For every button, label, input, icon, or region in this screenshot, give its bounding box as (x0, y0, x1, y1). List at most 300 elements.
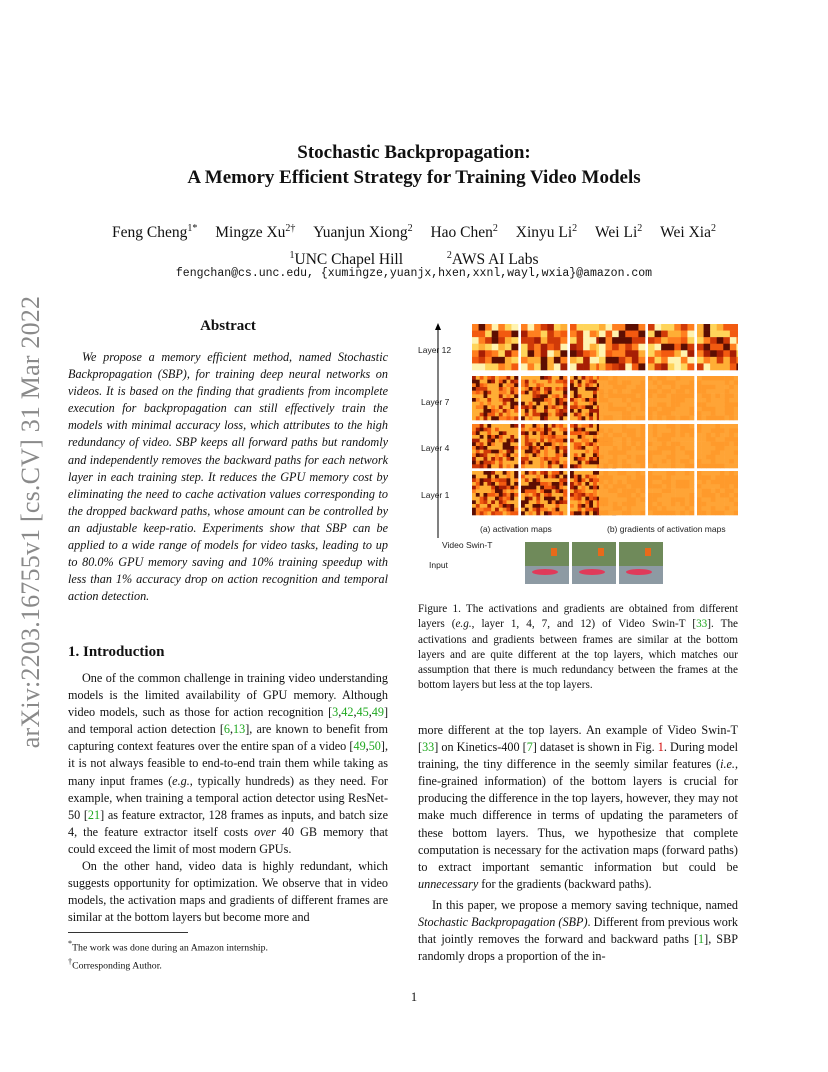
heatmap-cell (685, 380, 690, 385)
heatmap-cell (582, 446, 586, 450)
heatmap-cell (662, 459, 667, 464)
heatmap-cell (556, 383, 560, 387)
heatmap-cell (548, 383, 552, 387)
heatmap-cell (514, 464, 518, 468)
heatmap-cell (666, 497, 671, 502)
heatmap-cell (589, 442, 593, 446)
heatmap-cell (536, 398, 540, 402)
citation-link[interactable]: 49 (371, 705, 384, 720)
heatmap-cell (613, 402, 618, 407)
citation-link[interactable]: 7 (526, 740, 533, 755)
heatmap-cell (533, 383, 537, 387)
heatmap-cell (617, 411, 622, 416)
heatmap-cell (662, 437, 667, 442)
heatmap-cell (563, 416, 567, 420)
heatmap-cell (552, 471, 556, 475)
heatmap-cell (720, 489, 725, 494)
heatmap-cell (480, 439, 484, 443)
heatmap-cell (484, 489, 488, 493)
heatmap-cell (495, 497, 499, 501)
heatmap-cell (487, 497, 491, 501)
heatmap-cell (548, 471, 552, 475)
heatmap-cell (514, 450, 518, 454)
heatmap-cell (570, 435, 574, 439)
heatmap-cell (702, 428, 707, 433)
heatmap-cell (547, 363, 554, 370)
heatmap-cell (487, 453, 491, 457)
heatmap-cell (599, 437, 604, 442)
heatmap-cell (680, 464, 685, 469)
heatmap-cell (720, 446, 725, 451)
heatmap-cell (503, 405, 507, 409)
heatmap-cell (685, 433, 690, 438)
heatmap-cell (510, 482, 514, 486)
author-list (0, 217, 828, 244)
heatmap-cell (685, 511, 690, 516)
heatmap-cell (608, 402, 613, 407)
heatmap-cell (533, 478, 537, 482)
heatmap-cell (559, 424, 563, 428)
heatmap-cell (574, 489, 578, 493)
heatmap-cell (544, 457, 548, 461)
heatmap-cell (604, 455, 609, 460)
heatmap-cell (662, 402, 667, 407)
heatmap-cell (503, 450, 507, 454)
heatmap-cell (676, 489, 681, 494)
heatmap-cell (582, 442, 586, 446)
heatmap-cell (536, 508, 540, 512)
heatmap-cell (570, 391, 574, 395)
heatmap-cell (729, 471, 734, 476)
layer-label: Layer 7 (421, 397, 450, 407)
heatmap-cell (729, 475, 734, 480)
heatmap-cell (499, 457, 503, 461)
heatmap-cell (617, 437, 622, 442)
heatmap-cell (491, 464, 495, 468)
heatmap-cell (648, 446, 653, 451)
heatmap-cell (706, 455, 711, 460)
heatmap-cell (544, 504, 548, 508)
heatmap-cell (653, 464, 658, 469)
heatmap-cell (636, 416, 641, 421)
heatmap-cell (685, 424, 690, 429)
heatmap-cell (681, 337, 688, 344)
citation-link[interactable]: 49 (353, 739, 366, 754)
heatmap-cell (570, 489, 574, 493)
heatmap-cell (613, 385, 618, 390)
heatmap-cell (503, 508, 507, 512)
heatmap-cell (583, 363, 590, 370)
heatmap-cell (559, 405, 563, 409)
heatmap-cell (631, 433, 636, 438)
heatmap-cell (479, 337, 486, 344)
heatmap-cell (687, 324, 694, 331)
heatmap-cell (706, 394, 711, 399)
heatmap-cell (720, 433, 725, 438)
heatmap-cell (706, 385, 711, 390)
heatmap-cell (540, 493, 544, 497)
heatmap-cell (685, 450, 690, 455)
heatmap-cell (563, 475, 567, 479)
heatmap-cell (593, 394, 597, 398)
heatmap-cell (507, 405, 511, 409)
heatmap-cell (706, 437, 711, 442)
heatmap-cell (671, 502, 676, 507)
heatmap-cell (536, 497, 540, 501)
heatmap-cell (711, 376, 716, 381)
heatmap-cell (617, 493, 622, 498)
heatmap-cell (585, 482, 589, 486)
heatmap-cell (472, 497, 476, 501)
heatmap-cell (533, 471, 537, 475)
heatmap-cell (725, 489, 730, 494)
heatmap-cell (574, 471, 578, 475)
heatmap-cell (697, 450, 702, 455)
heatmap-cell (536, 489, 540, 493)
heatmap-cell (585, 376, 589, 380)
heatmap-cell (702, 497, 707, 502)
heatmap-cell (585, 461, 589, 465)
heatmap-cell (540, 398, 544, 402)
heatmap-cell (480, 508, 484, 512)
author: Xinyu Li$^2$ (515, 223, 578, 242)
heatmap-cell (636, 437, 641, 442)
heatmap-cell (548, 442, 552, 446)
heatmap-cell (631, 380, 636, 385)
heatmap-cell (552, 486, 556, 490)
heatmap-cell (720, 380, 725, 385)
heatmap-cell (510, 511, 514, 515)
heatmap-cell (472, 394, 476, 398)
heatmap-cell (582, 383, 586, 387)
heatmap-cell (533, 464, 537, 468)
heatmap-cell (484, 387, 488, 391)
heatmap-cell (570, 442, 574, 446)
heatmap-cell (577, 344, 584, 351)
heatmap-cell (487, 482, 491, 486)
heatmap-cell (648, 394, 653, 399)
heatmap-cell (582, 453, 586, 457)
heatmap-cell (608, 450, 613, 455)
heatmap-cell (680, 475, 685, 480)
heatmap-cell (574, 497, 578, 501)
heatmap-cell (653, 416, 658, 421)
heatmap-cell (510, 413, 514, 417)
heatmap-cell (534, 357, 541, 364)
heatmap-cell (529, 453, 533, 457)
heatmap-cell (697, 324, 704, 331)
heatmap-cell (559, 380, 563, 384)
heatmap-cell (655, 363, 662, 370)
heatmap-cell (697, 446, 702, 451)
heatmap-cell (685, 480, 690, 485)
heatmap-cell (657, 455, 662, 460)
heatmap-cell (479, 357, 486, 364)
heatmap-cell (563, 450, 567, 454)
heatmap-cell (499, 508, 503, 512)
heatmap-cell (631, 394, 636, 399)
heatmap-cell (622, 416, 627, 421)
heatmap-cell (617, 428, 622, 433)
heatmap-cell (589, 453, 593, 457)
heatmap-cell (534, 363, 541, 370)
heatmap-cell (606, 331, 613, 338)
heatmap-cell (498, 344, 505, 351)
heatmap-cell (666, 502, 671, 507)
author: Hao Chen$^2$ (430, 223, 498, 242)
heatmap-cell (491, 398, 495, 402)
heatmap-cell (499, 446, 503, 450)
heatmap-cell (476, 486, 480, 490)
heatmap-cell (574, 383, 578, 387)
heatmap-cell (536, 446, 540, 450)
heatmap-cell (480, 461, 484, 465)
heatmap-cell (472, 439, 476, 443)
citation-link[interactable]: 45 (356, 705, 369, 720)
heatmap-cell (702, 424, 707, 429)
heatmap-cell (507, 391, 511, 395)
heatmap-cell (697, 337, 704, 344)
heatmap-cell (590, 331, 597, 338)
heatmap-cell (491, 511, 495, 515)
heatmap-cell (593, 428, 597, 432)
heatmap-cell (617, 489, 622, 494)
heatmap-cell (525, 475, 529, 479)
heatmap-cell (622, 450, 627, 455)
heatmap-cell (556, 428, 560, 432)
heatmap-cell (510, 380, 514, 384)
heatmap-cell (666, 424, 671, 429)
figure-reference-link[interactable]: 1 (657, 740, 664, 755)
heatmap-cell (606, 357, 613, 364)
heatmap-cell (503, 424, 507, 428)
heatmap-cell (729, 433, 734, 438)
affiliation: $^1$UNC Chapel Hill (289, 250, 404, 269)
heatmap-cell (556, 504, 560, 508)
heatmap-cell (476, 428, 480, 432)
heatmap-cell (585, 428, 589, 432)
heatmap-cell (503, 504, 507, 508)
heatmap-cell (533, 461, 537, 465)
heatmap-cell (547, 337, 554, 344)
heatmap-cell (540, 409, 544, 413)
heatmap-cell (676, 385, 681, 390)
heatmap-cell (525, 446, 529, 450)
heatmap-cell (574, 398, 578, 402)
heatmap-cell (657, 380, 662, 385)
heatmap-cell (612, 331, 619, 338)
citation-link[interactable]: 13 (233, 722, 246, 737)
heatmap-cell (484, 383, 488, 387)
heatmap-cell (499, 450, 503, 454)
heatmap-cell (608, 389, 613, 394)
heatmap-cell (582, 504, 586, 508)
heatmap-cell (559, 482, 563, 486)
heatmap-cell (697, 331, 704, 338)
heatmap-cell (585, 391, 589, 395)
heatmap-cell (574, 439, 578, 443)
heatmap-cell (487, 500, 491, 504)
heatmap-cell (653, 502, 658, 507)
heatmap-cell (552, 446, 556, 450)
heatmap-cell (604, 459, 609, 464)
heatmap-cell (574, 442, 578, 446)
citation-link[interactable]: 21 (87, 807, 101, 822)
heatmap-cell (476, 394, 480, 398)
heatmap-cell (585, 383, 589, 387)
heatmap-cell (544, 394, 548, 398)
heatmap-cell (657, 407, 662, 412)
heatmap-cell (671, 424, 676, 429)
heatmap-cell (521, 461, 525, 465)
heatmap-cell (613, 450, 618, 455)
citation-link[interactable]: 6 (223, 722, 230, 737)
heatmap-cell (671, 471, 676, 476)
citation-link[interactable]: 50 (368, 739, 381, 754)
heatmap-cell (608, 455, 613, 460)
heatmap-cell (725, 480, 730, 485)
heatmap-cell (593, 475, 597, 479)
heatmap-cell (725, 450, 730, 455)
citation-link[interactable]: 3 (332, 705, 339, 720)
heatmap-cell (671, 450, 676, 455)
heatmap-cell (622, 402, 627, 407)
heatmap-cell (631, 389, 636, 394)
heatmap-cell (499, 405, 503, 409)
heatmap-cell (736, 363, 738, 370)
heatmap-cell (725, 433, 730, 438)
heatmap-cell (585, 416, 589, 420)
heatmap-cell (653, 471, 658, 476)
heatmap-cell (662, 493, 667, 498)
heatmap-cell (503, 461, 507, 465)
heatmap-cell (720, 480, 725, 485)
heatmap-cell (533, 486, 537, 490)
heatmap-cell (525, 424, 529, 428)
heatmap-cell (505, 344, 512, 351)
heatmap-cell (480, 446, 484, 450)
heatmap-cell (689, 502, 694, 507)
heatmap-cell (521, 337, 528, 344)
heatmap-cell (648, 450, 653, 455)
heatmap-cell (499, 500, 503, 504)
heatmap-cell (671, 480, 676, 485)
heatmap-cell (548, 380, 552, 384)
heatmap-cell (548, 511, 552, 515)
heatmap-cell (734, 376, 738, 381)
heatmap-cell (578, 471, 582, 475)
heatmap-cell (578, 482, 582, 486)
heatmap-cell (510, 504, 514, 508)
author-emails: fengchan@cs.unc.edu, {xumingze,yuanjx,hxen,xxnl,wayl,wxia}@amazon.com (175, 267, 653, 280)
heatmap-cell (529, 511, 533, 515)
heatmap-cell (578, 394, 582, 398)
heatmap-cell (631, 446, 636, 451)
heatmap-cell (578, 464, 582, 468)
heatmap-cell (648, 506, 653, 511)
heatmap-cell (638, 324, 645, 331)
heatmap-cell (715, 475, 720, 480)
heatmap-cell (556, 511, 560, 515)
heatmap-cell (711, 502, 716, 507)
heatmap-cell (666, 489, 671, 494)
heatmap-cell (540, 478, 544, 482)
layer-label: Layer 1 (421, 490, 450, 500)
heatmap-cell (487, 398, 491, 402)
heatmap-cell (574, 464, 578, 468)
citation-link[interactable]: 42 (341, 705, 354, 720)
heatmap-cell (507, 435, 511, 439)
heatmap-cell (648, 344, 655, 351)
heatmap-cell (640, 511, 645, 516)
heatmap-cell (671, 489, 676, 494)
heatmap-cell (590, 357, 597, 364)
heatmap-cell (730, 350, 737, 357)
heatmap-cell (706, 398, 711, 403)
heatmap-cell (507, 416, 511, 420)
heatmap-cell (529, 376, 533, 380)
input-frame-water (572, 566, 616, 584)
heatmap-cell (582, 409, 586, 413)
heatmap-cell (636, 424, 641, 429)
heatmap-cell (590, 337, 597, 344)
heatmap-cell (540, 416, 544, 420)
heatmap-cell (608, 511, 613, 516)
heatmap-cell (574, 380, 578, 384)
heatmap-cell (577, 331, 584, 338)
heatmap-cell (503, 413, 507, 417)
heatmap-cell (480, 428, 484, 432)
heatmap-cell (702, 376, 707, 381)
heatmap-cell (604, 394, 609, 399)
heatmap-cell (662, 446, 667, 451)
heatmap-cell (525, 461, 529, 465)
heatmap-cell (499, 504, 503, 508)
heatmap-cell (507, 489, 511, 493)
heatmap-cell (627, 480, 632, 485)
heatmap-cell (627, 389, 632, 394)
heatmap-cell (503, 453, 507, 457)
heatmap-cell (536, 511, 540, 515)
author: Feng Cheng$^{1*}$ (112, 223, 198, 242)
heatmap-cell (608, 437, 613, 442)
heatmap-cell (570, 416, 574, 420)
heatmap-cell (729, 437, 734, 442)
heatmap-cell (536, 383, 540, 387)
heatmap-cell (729, 502, 734, 507)
citation-link[interactable]: 1 (698, 932, 705, 947)
heatmap-cell (706, 433, 711, 438)
heatmap-cell (476, 457, 480, 461)
citation-link[interactable]: 33 (696, 618, 708, 631)
heatmap-cell (491, 475, 495, 479)
heatmap-cell (510, 431, 514, 435)
heatmap-cell (495, 394, 499, 398)
heatmap-cell (657, 433, 662, 438)
heatmap-cell (631, 502, 636, 507)
heatmap-cell (528, 350, 535, 357)
heatmap-cell (710, 344, 717, 351)
heatmap-cell (540, 450, 544, 454)
heatmap-cell (631, 459, 636, 464)
citation-link[interactable]: 33 (422, 740, 435, 755)
heatmap-cell (507, 387, 511, 391)
heatmap-cell (547, 350, 554, 357)
heatmap-cell (510, 391, 514, 395)
heatmap-cell (521, 486, 525, 490)
heatmap-cell (697, 394, 702, 399)
heatmap-cell (668, 344, 675, 351)
